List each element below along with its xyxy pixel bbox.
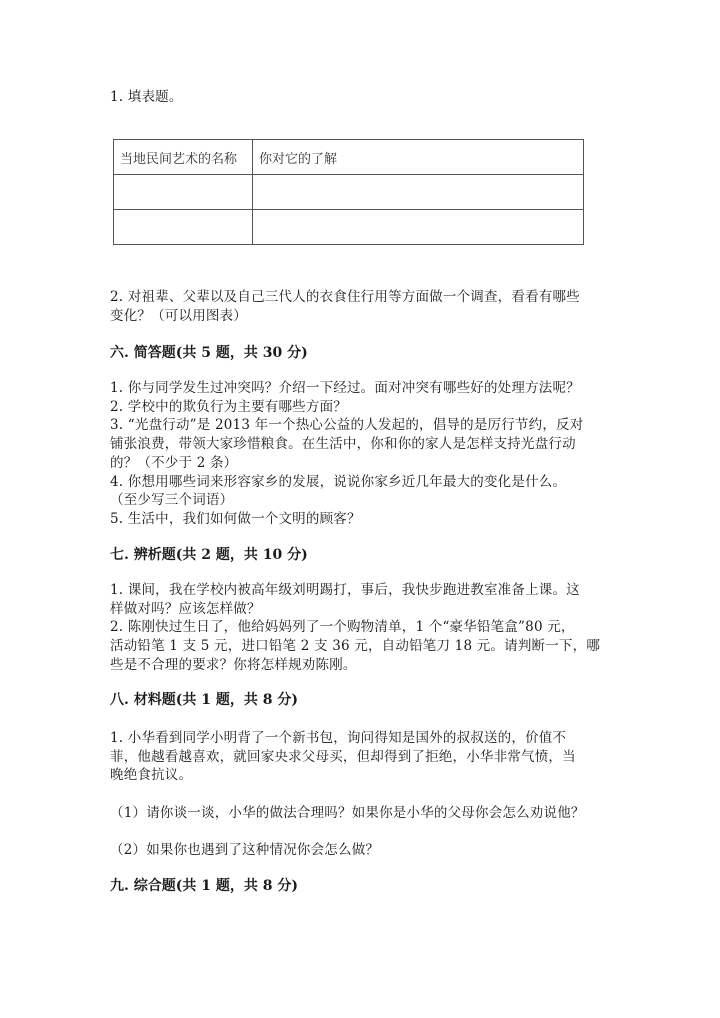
text-line: 活动铅笔 1 支 5 元，进口铅笔 2 支 36 元，自动铅笔刀 18 元。请判断一下，哪 [110,638,601,655]
text-line: 样做对吗？应该怎样做？ [110,600,261,617]
text-line: 菲，他越看越喜欢，就回家央求父母买，但却得到了拒绝，小华非常气愤，当 [110,748,576,765]
table-header-cell: 当地民间艺术的名称 [114,140,253,175]
fill-in-table [113,139,584,245]
section-material-passage [110,729,610,785]
table-cell[interactable] [253,175,584,210]
text-line: 1. 小华看到同学小明背了一个新书包，询问得知是国外的叔叔送的，价值不 [110,730,567,746]
text-line: 2. 学校中的欺负行为主要有哪些方面？ [110,398,347,415]
text-line: 3. “光盘行动”是 2013 年一个热心公益的人发起的，倡导的是厉行节约，反对 [110,417,584,434]
text-line: 2. 对祖辈、父辈以及自己三代人的衣食住行用等方面做一个调查，看看有哪些 [110,289,580,305]
text-line: 2. 陈刚快过生日了，他给妈妈列了一个购物清单，1 个“豪华铅笔盒”80 元， [110,619,575,636]
text-line: 铺张浪费，带领大家珍惜粮食。在生活中，你和你的家人是怎样支持光盘行动 [110,436,576,453]
text-line: 变化？（可以用图表） [110,307,247,324]
question-fill-table-title: 1. 填表题。 [110,89,183,105]
table-cell[interactable] [114,210,253,245]
text-line: （至少写三个词语） [110,492,234,509]
table-row [114,210,584,245]
table-cell[interactable] [114,175,253,210]
table-header-cell: 你对它的了解 [253,140,584,175]
table-cell[interactable] [253,210,584,245]
text-line: 1. 课间，我在学校内被高年级刘明踢打，事后，我快步跑进教室准备上课。这 [110,582,580,598]
section-heading-analysis: 七. 辨析题(共 2 题，共 10 分) [110,547,308,563]
section-heading-short-answer: 六. 简答题(共 5 题，共 30 分) [110,345,308,361]
section-short-answer-questions [110,379,610,529]
text-line: 晚绝食抗议。 [110,767,193,784]
table-row [114,175,584,210]
question-survey [110,288,610,325]
material-subquestion-1: （1）请你谈一谈，小华的做法合理吗？如果你是小华的父母你会怎么劝说他？ [110,805,585,821]
section-analysis-questions [110,581,610,675]
text-line: 5. 生活中，我们如何做一个文明的顾客？ [110,510,361,527]
material-subquestion-2: （2）如果你也遇到了这种情况你会怎么做？ [110,842,380,858]
section-heading-comprehensive: 九. 综合题(共 1 题，共 8 分) [110,878,298,894]
text-line: 4. 你想用哪些词来形容家乡的发展，说说你家乡近几年最大的变化是什么。 [110,473,567,490]
section-heading-material: 八. 材料题(共 1 题，共 8 分) [110,692,298,708]
text-line: 些是不合理的要求？你将怎样规劝陈刚。 [110,656,357,673]
text-line: 的？（不少于 2 条） [110,454,238,471]
table-header-row [114,140,584,175]
text-line: 1. 你与同学发生过冲突吗？介绍一下经过。面对冲突有哪些好的处理方法呢？ [110,380,580,396]
